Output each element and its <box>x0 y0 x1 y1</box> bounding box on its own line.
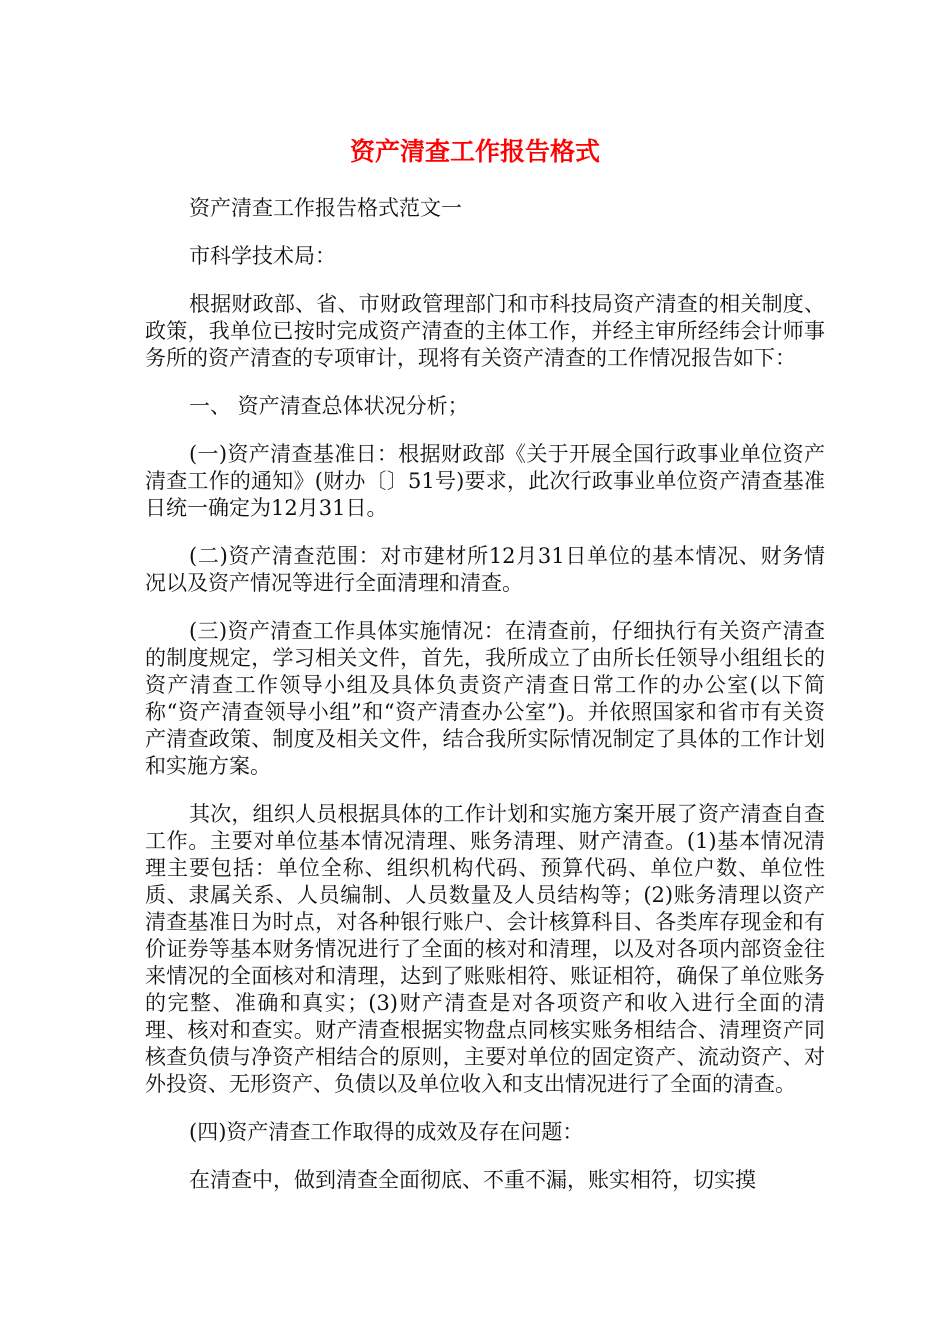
paragraph: (二)资产清查范围：对市建材所12月31日单位的基本情况、财务情况以及资产情况等进行全面清理和清查。 <box>145 544 825 595</box>
paragraph: (三)资产清查工作具体实施情况：在清查前，仔细执行有关资产清查的制度规定，学习相关文件，首先，我所成立了由所长任领导小组组长的资产清查工作领导小组及具体负责资产清查日常工作的办公室(以下简称“资产清查领导小组”和“资产清查办公室”)。并依照国家和省市有关资产清查政策、制度及相关文件，结合我所实际情况制定了具体的工作计划和实施方案。 <box>145 619 825 778</box>
document-title: 资产清查工作报告格式 <box>349 137 600 166</box>
paragraph: 资产清查工作报告格式范文一 <box>189 196 462 220</box>
paragraph: 其次，组织人员根据具体的工作计划和实施方案开展了资产清查自查工作。主要对单位基本情况清理、账务清理、财产清查。(1)基本情况清理主要包括：单位全称、组织机构代码、预算代码、单位户数、单位性质、隶属关系、人员编制、人员数量及人员结构等；(2)账务清理以资产清查基准日为时点，对各种银行账户、会计核算科目、各类库存现金和有价证券等基本财务情况进行了全面的核对和清理，以及对各项内部资金往来情况的全面核对和清理，达到了账账相符、账证相符，确保了单位账务的完整、准确和真实；(3)财产清查是对各项资产和收入进行全面的清理、核对和查实。财产清查根据实物盘点同核实账务相结合、清理资产同核查负债与净资产相结合的原则，主要对单位的固定资产、流动资产、对外投资、无形资产、负债以及单位收入和支出情况进行了全面的清查。 <box>145 802 825 1096</box>
paragraph: 在清查中，做到清查全面彻底、不重不漏，账实相符，切实摸 <box>189 1168 756 1192</box>
paragraph: 市科学技术局： <box>189 244 336 268</box>
paragraph: (一)资产清查基准日：根据财政部《关于开展全国行政事业单位资产清查工作的通知》(财办〔〕51号)要求，此次行政事业单位资产清查基准日统一确定为12月31日。 <box>145 442 825 520</box>
paragraph: (四)资产清查工作取得的成效及存在问题： <box>189 1120 584 1144</box>
paragraph: 一、 资产清查总体状况分析； <box>189 394 469 418</box>
document-body <box>145 195 825 1215</box>
paragraph: 根据财政部、省、市财政管理部门和市科技局资产清查的相关制度、政策，我单位已按时完成资产清查的主体工作，并经主审所经纬会计师事务所的资产清查的专项审计，现将有关资产清查的工作情况报告如下： <box>145 292 825 370</box>
